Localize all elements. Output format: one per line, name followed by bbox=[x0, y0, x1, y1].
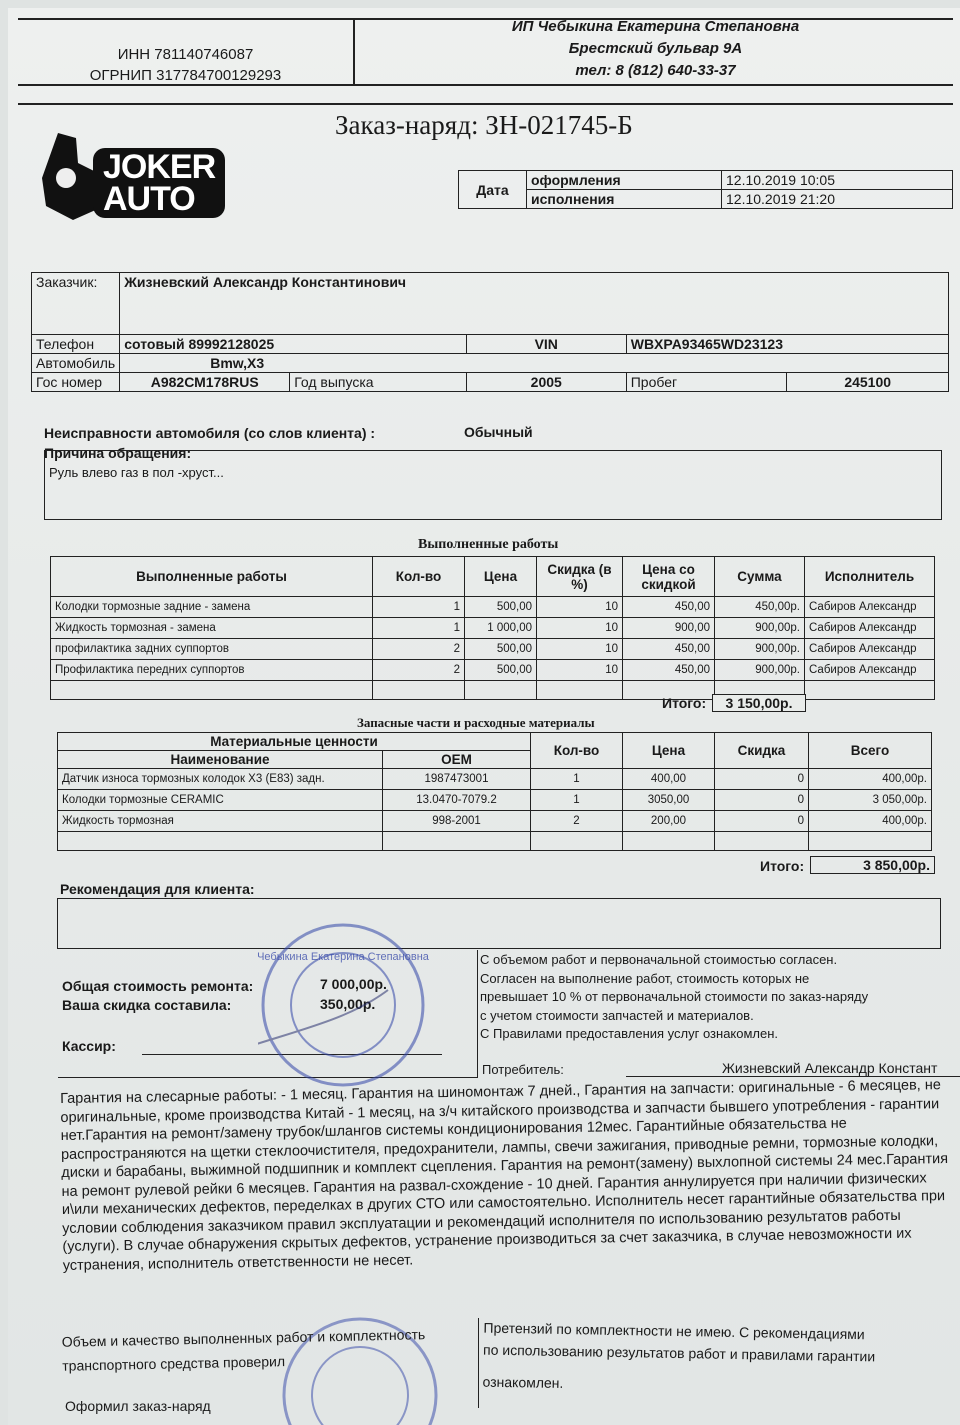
table-cell: Колодки тормозные задние - замена bbox=[51, 597, 373, 618]
table-row bbox=[58, 790, 932, 811]
table-cell: 3050,00 bbox=[623, 790, 715, 811]
discount: 350,00р. bbox=[320, 996, 376, 1012]
table-cell: 450,00 bbox=[623, 660, 715, 681]
page-title: Заказ-наряд: ЗН-021745-Б bbox=[335, 110, 633, 140]
table-cell: 1 bbox=[531, 769, 623, 790]
table-row bbox=[51, 660, 935, 681]
recipient-name: Жизневский Александр Констант bbox=[626, 1060, 960, 1077]
company-phone: тел: 8 (812) 640-33-37 bbox=[575, 62, 736, 79]
table-cell: 900,00р. bbox=[715, 660, 805, 681]
stamp-center-text: Чебыкина Екатерина Степановна bbox=[257, 951, 429, 963]
table-cell: 0 bbox=[715, 811, 809, 832]
ogrnip: ОГРНИП 317784700129293 bbox=[89, 67, 282, 84]
table-row bbox=[51, 639, 935, 660]
header bbox=[18, 18, 953, 86]
warranty-text: Гарантия на слесарные работы: - 1 месяц. Гарантия на шиномонтаж 7 дней., Гарантия на запчасти: оригинальные - 6 месяцев, не оригинальные, кроме производства Китай - 1 месяц, на з/ч китайского производства и запчасти бывшего употребления - гарантии нет.Гарантия на ремонт/замену трубок/шлангов системы кондиционирования 12мес. Гарантийные обязательства не распространяются на щетки стеклоочистителя, предохранители, лампы, свечи зажигания, приводные ремни, тормозные колодки, диски и барабаны, выжимной подшипник и комплект сцепления. Гарантия на ремонт(замену) выхлопной системы 24 мес.Гарантия на ремонт рулевой рейки 6 месяцев. Гарантия на развал-схождение - 10 дней. Гарантия аннулируется при наличии физических и\или механических дефектов, переделках в других СТО или самостоятельно. Исполнитель несет гарантийные обязательства при условии соблюдения заказчиком правил эксплуатации и рекомендаций исполнителя по использованию результатов работы (услуги). В случае обнаружения скрытых дефектов, устранение производиться за счет заказчика, в случае невозможности их устранения, исполнитель ответственности не несет. bbox=[60, 1077, 949, 1274]
table-cell: 400,00р. bbox=[809, 769, 932, 790]
agreement-text: С объемом работ и первоначальной стоимостью согласен. Согласен на выполнение работ, стоимость которых не превышает 10 % от первоначальной стоимости по заказ-наряду с учетом стоимости запчастей и материалов. С Правилами предоставления услуг ознакомлен. bbox=[480, 952, 869, 1041]
company-name: ИП Чебыкина Екатерина Степановна bbox=[511, 18, 800, 35]
table-cell: 1987473001 bbox=[383, 769, 531, 790]
table-cell: 900,00 bbox=[623, 618, 715, 639]
table-cell: 500,00 bbox=[465, 597, 537, 618]
table-cell: 3 050,00р. bbox=[809, 790, 932, 811]
company-stamp bbox=[258, 920, 428, 1090]
mileage: 245100 bbox=[787, 373, 949, 392]
customer-name: Жизневский Александр Константинович bbox=[120, 273, 949, 335]
table-cell: Сабиров Александр bbox=[805, 639, 935, 660]
works-total: 3 150,00р. bbox=[712, 694, 806, 712]
dates-table: Дата оформления 12.10.2019 10:05 исполнения 12.10.2019 21:20 bbox=[458, 170, 953, 209]
checked-statement: Объем и качество выполненных работ и комплектность транспортного средства проверил bbox=[61, 1326, 426, 1374]
recommendation-box bbox=[57, 898, 941, 949]
parts-table: Материальные ценности Кол-во Цена Скидка Всего Наименование OEM Датчик износа тормозных колодок X3 (E83) задн. 1987473001 1 400,00 0 400,00р. Колодки тормозные CERAMIC 13.0470-7079.2 1 3050,00 0 3 050,00р. Жидкость тормозная 998-2001 2 200,00 0 400,00р. bbox=[57, 732, 932, 851]
table-row bbox=[51, 597, 935, 618]
table-row bbox=[58, 769, 932, 790]
table-cell: 900,00р. bbox=[715, 618, 805, 639]
table-cell: Сабиров Александр bbox=[805, 660, 935, 681]
table-cell: 2 bbox=[373, 639, 465, 660]
table-cell: 2 bbox=[531, 811, 623, 832]
table-cell: Профилактика передних суппортов bbox=[51, 660, 373, 681]
table-cell: 450,00 bbox=[623, 639, 715, 660]
faults-label: Неисправности автомобиля (со слов клиента) : bbox=[44, 425, 376, 441]
table-cell: 450,00р. bbox=[715, 597, 805, 618]
table-cell: 10 bbox=[537, 618, 623, 639]
table-cell: 10 bbox=[537, 597, 623, 618]
table-cell: 400,00р. bbox=[809, 811, 932, 832]
company-address: Брестский бульвар 9А bbox=[568, 40, 743, 57]
table-cell: Сабиров Александр bbox=[805, 597, 935, 618]
done-date: 12.10.2019 21:20 bbox=[722, 190, 953, 209]
table-row bbox=[51, 618, 935, 639]
reason-box: Руль влево газ в пол -хруст... bbox=[44, 450, 942, 520]
claims-statement: Претензий по комплектности не имею. С рекомендациями по использованию результатов работ и правилами гарантии ознакомлен. bbox=[482, 1319, 876, 1391]
table-cell: 500,00 bbox=[465, 660, 537, 681]
table-cell: 500,00 bbox=[465, 639, 537, 660]
table-cell: 2 bbox=[373, 660, 465, 681]
repair-total: 7 000,00р. bbox=[320, 976, 387, 992]
table-cell: Жидкость тормозная - замена bbox=[51, 618, 373, 639]
table-cell: Сабиров Александр bbox=[805, 618, 935, 639]
faults-value: Обычный bbox=[464, 424, 533, 440]
table-cell: 200,00 bbox=[623, 811, 715, 832]
table-cell: 998-2001 bbox=[383, 811, 531, 832]
table-cell: 1 bbox=[373, 618, 465, 639]
table-cell: 400,00 bbox=[623, 769, 715, 790]
plate: А982СМ178RUS bbox=[120, 373, 290, 392]
created-date: 12.10.2019 10:05 bbox=[722, 171, 953, 190]
summary: Общая стоимость ремонта: 7 000,00р. Ваша скидка составила: 350,00р. Кассир: bbox=[58, 950, 478, 1078]
table-cell: 450,00 bbox=[623, 597, 715, 618]
table-cell: 900,00р. bbox=[715, 639, 805, 660]
issued-by-label: Оформил заказ-наряд bbox=[65, 1398, 211, 1414]
table-row bbox=[58, 811, 932, 832]
table-cell: 10 bbox=[537, 660, 623, 681]
table-cell: 1 bbox=[531, 790, 623, 811]
company-info bbox=[358, 16, 953, 82]
table-cell: 10 bbox=[537, 639, 623, 660]
table-cell: профилактика задних суппортов bbox=[51, 639, 373, 660]
customer-table: Заказчик: Жизневский Александр Константинович Телефон сотовый 89992128025 VIN WBXPA93465WD23123 Автомобиль Bmw,X3 Гос номер А982СМ178RUS Год выпуска 2005 Пробег 245100 bbox=[31, 272, 949, 392]
table-cell: Колодки тормозные CERAMIC bbox=[58, 790, 383, 811]
inn: ИНН 781140746087 bbox=[117, 46, 254, 63]
parts-total: 3 850,00р. bbox=[810, 856, 935, 874]
joker-auto-logo: JOKER AUTO bbox=[38, 128, 246, 224]
customer-phone: сотовый 89992128025 bbox=[120, 335, 467, 354]
table-cell: 1 bbox=[373, 597, 465, 618]
table-cell: Датчик износа тормозных колодок X3 (E83) задн. bbox=[58, 769, 383, 790]
vin: WBXPA93465WD23123 bbox=[626, 335, 948, 354]
table-cell: 0 bbox=[715, 790, 809, 811]
requisites bbox=[18, 44, 353, 86]
table-cell: 0 bbox=[715, 769, 809, 790]
works-table: Выполненные работы Кол-во Цена Скидка (в %) Цена со скидкой Сумма Исполнитель Колодки тормозные задние - замена 1 500,00 10 450,00 450,00р. Сабиров Александр Жидкость тормозная - замена 1 1 000,00 10 900,00 900,00р. Сабиров Александр профилактика задних суппортов 2 500,00 10 450,00 900,00р. Сабиров Александр Профилактика передних суппортов 2 500,00 10 450,00 900,00р. Сабиров Александр bbox=[50, 556, 935, 700]
table-cell: 1 000,00 bbox=[465, 618, 537, 639]
table-cell: 13.0470-7079.2 bbox=[383, 790, 531, 811]
car-model: Bmw,X3 bbox=[120, 354, 949, 373]
table-cell: Жидкость тормозная bbox=[58, 811, 383, 832]
